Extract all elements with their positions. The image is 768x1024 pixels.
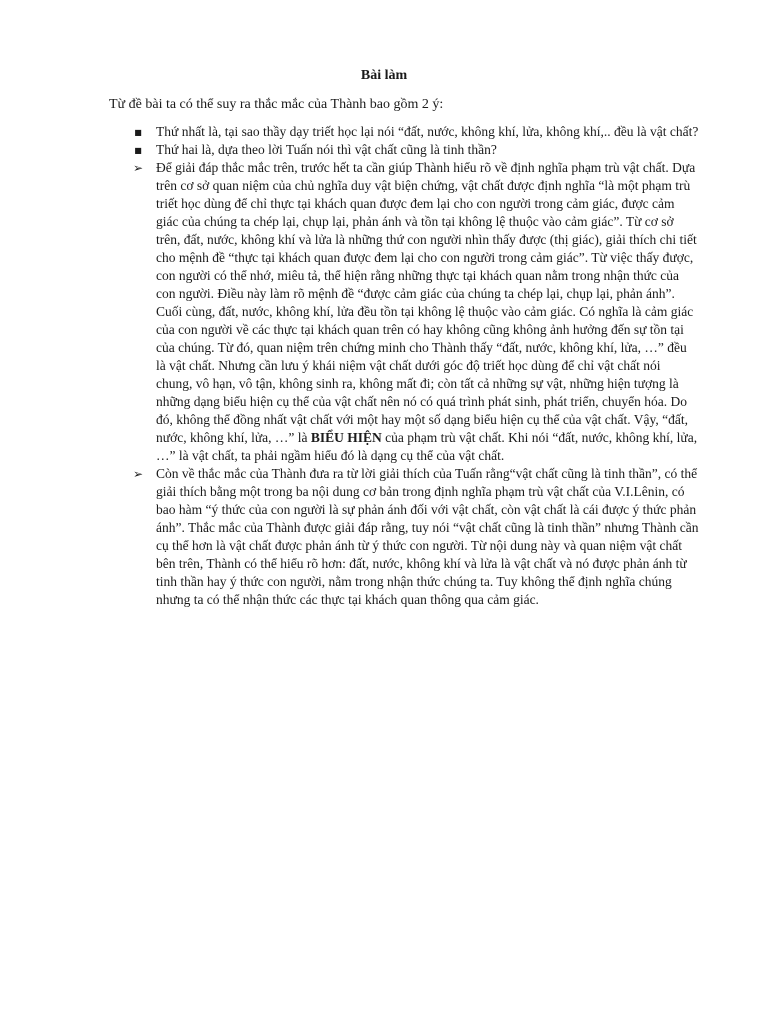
list-item xyxy=(109,141,699,159)
list-item-text: Còn về thắc mắc của Thành đưa ra từ lời giải thích của Tuấn rằng“vật chất cũng là tinh thần”, có thể giải thích bằng một trong ba nội dung cơ bản trong định nghĩa phạm trù vật chất của V.I.Lênin, có bao hàm “ý thức của con người là sự phản ánh đối với vật chất, còn vật chất là cái được ý thức phản ánh”. Thắc mắc của Thành được giải đáp rằng, tuy nói “vật chất cũng là tinh thần” nhưng Thành cần cụ thể hơn là vật chất được phản ánh từ ý thức con người. Từ nội dung này và quan niệm vật chất bên trên, Thành có thể hiểu rõ hơn: đất, nước, không khí và lửa là vật chất và nó được phản ánh từ tinh thần hay ý thức con người, nằm trong nhận thức chúng ta. Tuy không thể định nghĩa chúng nhưng ta có thể nhận thức các thực tại khách quan thông qua cảm giác. xyxy=(156,466,699,607)
arrow-bullet-icon: ➢ xyxy=(132,467,144,481)
list-item xyxy=(109,465,699,609)
emphasis-text: BIỂU HIỆN xyxy=(310,430,382,445)
list-item-text: Thứ hai là, dựa theo lời Tuấn nói thì vật chất cũng là tinh thần? xyxy=(156,142,497,157)
list-item-text xyxy=(156,159,699,465)
list-item xyxy=(109,159,699,465)
list-item xyxy=(109,123,699,141)
intro-paragraph: Từ đề bài ta có thể suy ra thắc mắc của Thành bao gồm 2 ý: xyxy=(109,97,444,112)
list-item-text-part: Để giải đáp thắc mắc trên, trước hết ta cần giúp Thành hiểu rõ về định nghĩa phạm trù vật chất. Dựa trên cơ sở quan niệm của chủ nghĩa duy vật biện chứng, vật chất được định nghĩa “là một phạm trù triết học dùng để chỉ thực tại khách quan được đem lại cho con người trong cảm giác, được cảm giác của chúng ta chép lại, chụp lại, phản ánh và tồn tại không lệ thuộc vào cảm giác”. Từ cơ sở trên, đất, nước, không khí và lửa là những thứ con người nhìn thấy được (thị giác), giải thích chi tiết cho mệnh đề “thực tại khách quan được đem lại cho con người trong cảm giác”. Từ việc thấy được, con người có thể nhớ, miêu tả, thể hiện rằng những thực tại khách quan nằm trong nhận thức của con người. Điều này làm rõ mệnh đề “được cảm giác của chúng ta chép lại, chụp lại, phản ánh”. Cuối cùng, đất, nước, không khí, lửa đều tồn tại không lệ thuộc vào cảm giác. Có nghĩa là cảm giác của con người về các thực tại khách quan trên có hay không cũng không ảnh hưởng đến sự tồn tại của chúng. Từ đó, quan niệm trên chứng minh cho Thành thấy “đất, nước, không khí, lửa, …” đều là vật chất. Nhưng cần lưu ý khái niệm vật chất dưới góc độ triết học dùng để chỉ vật chất nói chung, vô hạn, vô tận, không sinh ra, không mất đi; còn tất cả những sự vật, những hiện tượng là những dạng biểu hiện cụ thể của vật chất nên nó có quá trình phát sinh, phát triển, chuyển hóa. Do đó, không thể đồng nhất vật chất với một hay một số dạng biểu hiện cụ thể của vật chất. Vậy, “đất, nước, không khí, lửa, …” là xyxy=(156,160,697,445)
list-item-text: Thứ nhất là, tại sao thầy dạy triết học lại nói “đất, nước, không khí, lửa, không khí,.. đều là vật chất? xyxy=(156,124,699,139)
document-title: Bài làm xyxy=(360,68,408,83)
square-bullet-icon: ■ xyxy=(134,128,142,137)
answer-list xyxy=(109,123,699,609)
list-item-text-part: của phạm trù vật chất. Khi nói “đất, nước, không khí, lửa, …” là vật chất, ta phải ngầm hiểu đó là dạng cụ thể của vật chất. xyxy=(156,430,698,463)
square-bullet-icon: ■ xyxy=(134,146,142,155)
arrow-bullet-icon: ➢ xyxy=(132,161,144,175)
